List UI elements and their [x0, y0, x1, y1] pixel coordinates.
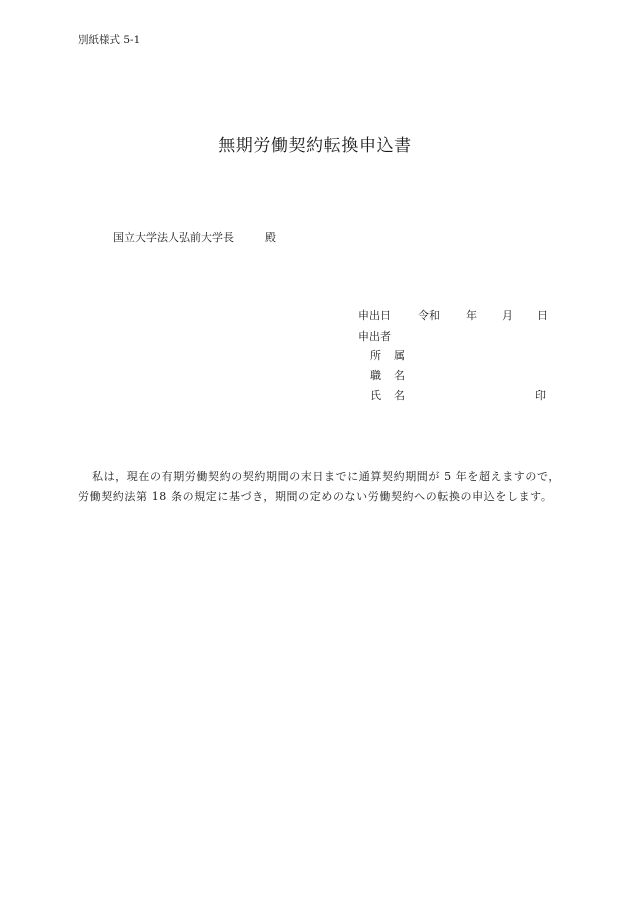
body-text-line-1: 私は，現在の有期労働契約の契約期間の末日までに通算契約期間が 5 年を超えますので， [92, 470, 560, 483]
application-date-label: 申出日 [358, 309, 391, 322]
applicant-label: 申出者 [358, 330, 391, 343]
addressee-honorific: 殿 [265, 231, 276, 244]
position-label: 職 名 [370, 369, 406, 382]
name-label: 氏 名 [370, 389, 406, 402]
date-era: 令和 [418, 309, 440, 322]
form-number: 別紙様式 5-1 [78, 34, 141, 46]
addressee-name: 国立大学法人弘前大学長 [113, 231, 234, 244]
date-month-unit: 月 [502, 309, 513, 322]
seal-mark-label: 印 [535, 389, 546, 402]
date-day-unit: 日 [537, 309, 548, 322]
body-text-line-2: 労働契約法第 18 条の規定に基づき，期間の定めのない労働契約への転換の申込をします。 [78, 490, 553, 503]
affiliation-label: 所 属 [370, 349, 406, 362]
document-title: 無期労働契約転換申込書 [218, 136, 412, 156]
date-year-unit: 年 [466, 309, 477, 322]
